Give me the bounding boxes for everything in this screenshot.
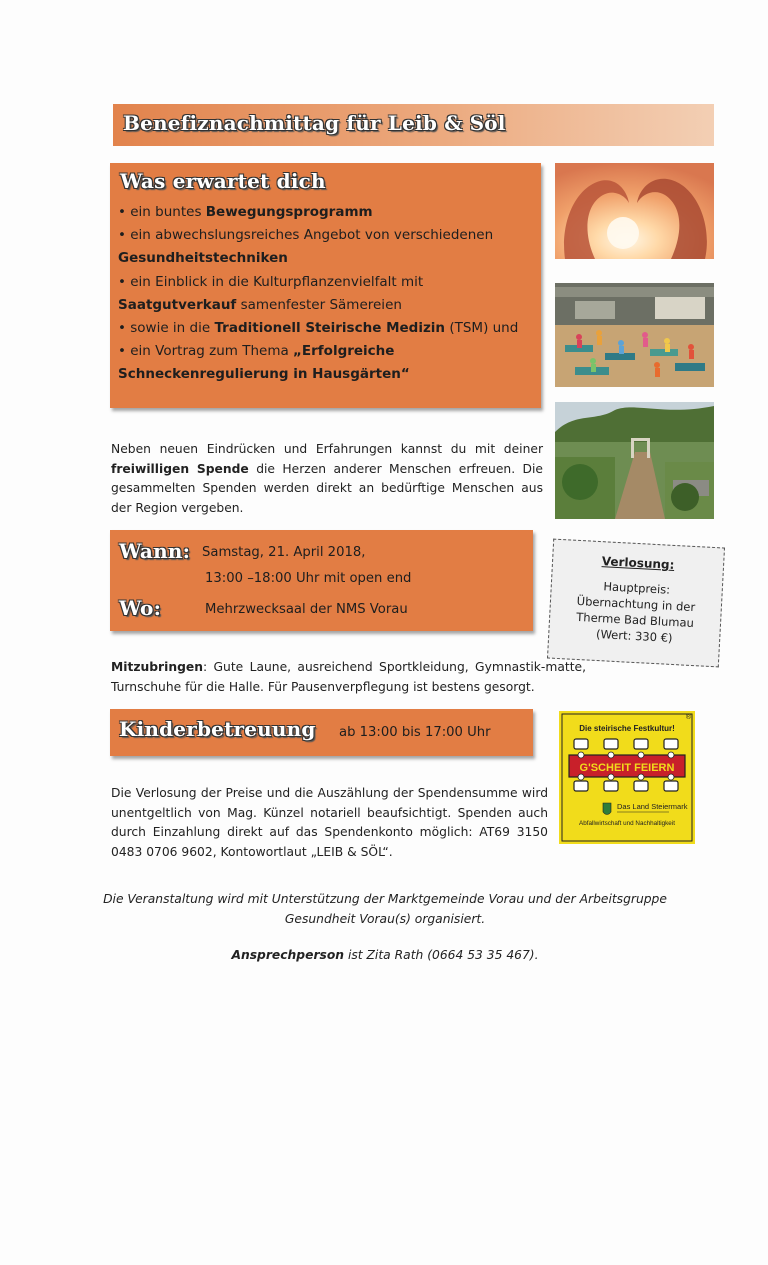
raffle-box [547, 539, 725, 668]
list-item: Schneckenregulierung in Hausgärten“ [118, 366, 410, 383]
expect-heading: Was erwartet dich [120, 169, 326, 193]
event-place: Mehrzwecksaal der NMS Vorau [205, 602, 408, 617]
event-time: 13:00 –18:00 Uhr mit open end [205, 571, 412, 586]
raffle-info-paragraph: Die Verlosung der Preise und die Auszählung der Spendensumme wird unentgeltlich von Mag. Künzel notariell beaufsichtigt. Spenden auch durch Einzahlung direkt auf das Spendenkonto möglich: AT69 3150 0483 0706 9602, Kontowortlaut „LEIB & SÖL“. [111, 786, 548, 859]
gymnastics-hall-photo [555, 283, 714, 387]
svg-text:®: ® [685, 714, 691, 721]
raffle-prize: Hauptpreis: Übernachtung in der Therme Bad Blumau (Wert: 330 €) [575, 579, 696, 645]
garden-photo [555, 402, 714, 519]
when-where-box [110, 530, 533, 631]
support-note: Die Veranstaltung wird mit Unterstützung der Marktgemeinde Vorau und der Arbeitsgruppe Gesundheit Vorau(s) organisiert. [103, 892, 667, 926]
list-item: • ein abwechslungsreiches Angebot von verschiedenen [118, 227, 494, 244]
svg-text:Die steirische Festkultur!: Die steirische Festkultur! [579, 724, 675, 733]
childcare-label: Kinderbetreuung [119, 717, 316, 741]
intro-paragraph: Neben neuen Eindrücken und Erfahrungen kannst du mit deiner freiwilligen Spende die Herzen anderer Menschen erfreuen. Die gesammelten Spenden werden direkt an bedürftige Menschen aus der Region vergeben. [111, 442, 543, 515]
event-date: Samstag, 21. April 2018, [202, 545, 366, 560]
list-item: • ein buntes Bewegungsprogramm [118, 204, 373, 220]
gscheit-feiern-logo [559, 711, 695, 844]
expect-box [110, 163, 541, 408]
childcare-time: ab 13:00 bis 17:00 Uhr [339, 725, 491, 740]
where-label: Wo: [119, 596, 162, 620]
bring-paragraph: Mitzubringen: Gute Laune, ausreichend Sportkleidung, Gymnastik-matte, Turnschuhe für die Halle. Für Pausenverpflegung ist bestens gesorgt. [111, 660, 586, 694]
contact-line: Ansprechperson ist Zita Rath (0664 53 35 467). [231, 948, 539, 962]
heart-hands-photo [555, 163, 714, 259]
title-banner [113, 104, 714, 146]
list-item: Gesundheitstechniken [118, 250, 288, 267]
list-item: • sowie in die Traditionell Steirische Medizin (TSM) und [118, 320, 519, 337]
svg-text:Abfallwirtschaft und Nachhalti: Abfallwirtschaft und Nachhaltigkeit [579, 820, 675, 827]
expect-list [118, 201, 536, 387]
list-item: • ein Einblick in die Kulturpflanzenvielfalt mit [118, 273, 424, 290]
when-label: Wann: [119, 539, 191, 563]
raffle-heading: Verlosung: [601, 554, 675, 572]
page-title: Benefiznachmittag für Leib & Söl [123, 111, 506, 135]
childcare-box [110, 709, 533, 756]
svg-text:Das Land Steiermark: Das Land Steiermark [617, 802, 688, 811]
svg-text:G'SCHEIT FEIERN: G'SCHEIT FEIERN [579, 762, 675, 774]
list-item: • ein Vortrag zum Thema „Erfolgreiche [118, 343, 395, 360]
list-item: Saatgutverkauf samenfester Sämereien [118, 296, 402, 313]
